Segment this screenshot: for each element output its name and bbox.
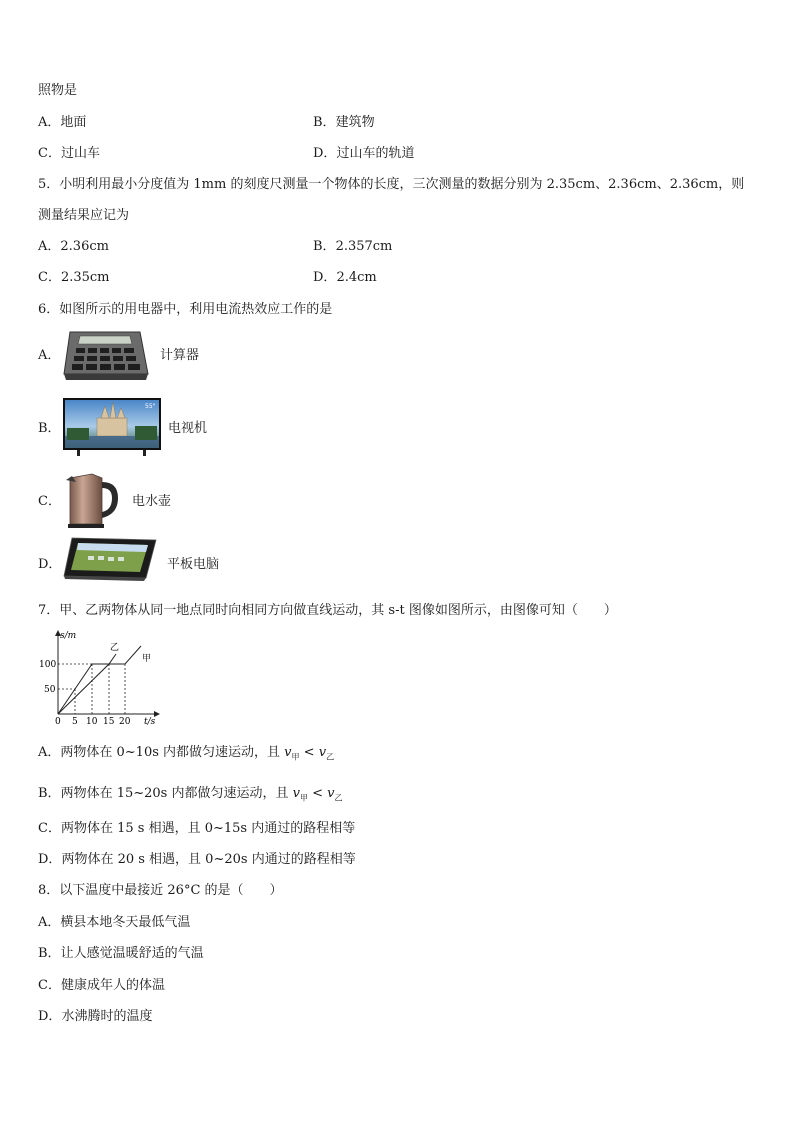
- line-yi: [58, 654, 116, 714]
- y-tick-50: 50: [44, 685, 56, 695]
- line-yi-label: 乙: [110, 643, 120, 653]
- question-5-option-a[interactable]: A．2.36cm: [38, 239, 109, 254]
- question-4-option-b[interactable]: B．建筑物: [313, 115, 375, 130]
- x-tick-15: 15: [103, 717, 115, 726]
- electric-kettle-image: [62, 468, 124, 530]
- question-7-stem: 7．甲、乙两物体从同一地点同时向相同方向做直线运动，其 s-t 图像如图所示，由图像可知（ ）: [38, 603, 617, 618]
- x-tick-5: 5: [72, 717, 78, 726]
- question-7-option-a[interactable]: A．两物体在 0~10s 内都做匀速运动，且 $v_甲 < v_乙$: [38, 745, 335, 762]
- question-5-option-c[interactable]: C．2.35cm: [38, 270, 110, 285]
- question-6-option-c-key[interactable]: C．: [38, 494, 61, 509]
- question-5-stem-line-2: 测量结果应记为: [38, 208, 130, 223]
- question-8-option-a[interactable]: A．横县本地冬天最低气温: [38, 915, 191, 930]
- question-8-option-b[interactable]: B．让人感觉温暖舒适的气温: [38, 946, 204, 961]
- electric-kettle-label: 电水壶: [132, 494, 172, 509]
- x-tick-20: 20: [119, 717, 131, 726]
- tablet-computer-label: 平板电脑: [167, 557, 220, 572]
- question-6-option-d-key[interactable]: D．: [38, 557, 62, 572]
- question-6-stem: 6．如图所示的用电器中，利用电流热效应工作的是: [38, 302, 333, 317]
- line-jia-label: 甲: [142, 654, 152, 664]
- calculator-image: [62, 328, 152, 384]
- s-t-graph: [36, 626, 166, 726]
- question-7-option-d[interactable]: D．两物体在 20 s 相遇，且 0~20s 内通过的路程相等: [38, 852, 356, 867]
- question-4-stem-continuation: 照物是: [38, 83, 78, 98]
- question-4-option-d[interactable]: D．过山车的轨道: [313, 146, 415, 161]
- x-axis-label: t/s: [144, 717, 156, 726]
- y-tick-100: 100: [39, 660, 57, 670]
- calculator-label: 计算器: [160, 348, 200, 363]
- question-8-option-c[interactable]: C．健康成年人的体温: [38, 978, 165, 993]
- television-label: 电视机: [168, 421, 208, 436]
- question-5-option-d[interactable]: D．2.4cm: [313, 270, 377, 285]
- question-5-stem-line-1: 5．小明利用最小分度值为 1mm 的刻度尺测量一个物体的长度，三次测量的数据分别为 2.35cm、2.36cm、2.36cm，则: [38, 177, 745, 192]
- question-6-option-a-key[interactable]: A．: [38, 348, 61, 363]
- question-5-option-b[interactable]: B．2.357cm: [313, 239, 393, 254]
- tablet-computer-image: [62, 536, 158, 582]
- television-image: [63, 398, 161, 456]
- question-7-option-c[interactable]: C．两物体在 15 s 相遇，且 0~15s 内通过的路程相等: [38, 821, 356, 836]
- x-tick-0: 0: [55, 717, 61, 726]
- question-6-option-b-key[interactable]: B．: [38, 421, 61, 436]
- question-4-option-a[interactable]: A．地面: [38, 115, 87, 130]
- question-7-option-b[interactable]: B．两物体在 15~20s 内都做匀速运动，且 $v_甲 < v_乙$: [38, 786, 343, 803]
- question-8-option-d[interactable]: D．水沸腾时的温度: [38, 1009, 153, 1024]
- x-tick-10: 10: [86, 717, 98, 726]
- question-4-option-c[interactable]: C．过山车: [38, 146, 100, 161]
- tv-screen-badge: 55": [145, 403, 156, 410]
- question-8-stem: 8．以下温度中最接近 26°C 的是（ ）: [38, 883, 283, 898]
- line-jia: [58, 646, 141, 714]
- y-axis-label: s/m: [60, 631, 77, 641]
